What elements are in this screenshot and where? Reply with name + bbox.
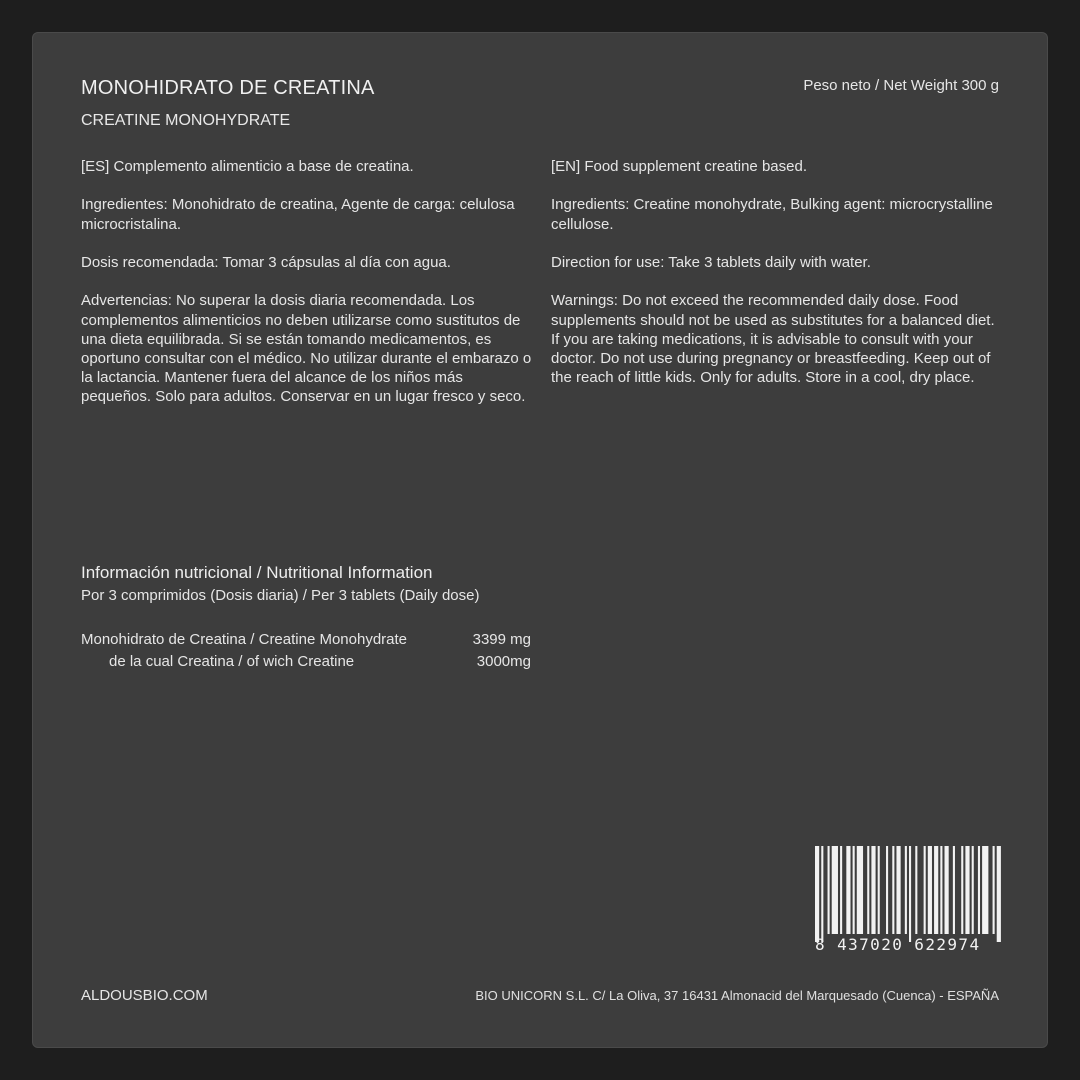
barcode-bar [965, 846, 969, 934]
en-ingredients: Ingredients: Creatine monohydrate, Bulking agent: microcrystalline cellulose. [551, 196, 993, 233]
spanish-column [81, 157, 533, 426]
barcode-bar [961, 846, 963, 934]
es-dose: Dosis recomendada: Tomar 3 cápsulas al día con agua. [81, 253, 451, 271]
nutrition-row-label: Monohidrato de Creatina / Creatine Monohydrate [81, 631, 408, 648]
barcode-bar [953, 846, 955, 934]
barcode-bar [928, 846, 932, 934]
barcode-bar [867, 846, 869, 934]
barcode-bar [934, 846, 938, 934]
website-link: ALDOUSBIO.COM [81, 987, 208, 1004]
barcode-bar [815, 846, 819, 942]
nutrition-serving: Por 3 comprimidos (Dosis diaria) / Per 3 tablets (Daily dose) [81, 587, 480, 604]
barcode-bar [846, 846, 850, 934]
nutrition-row-label: de la cual Creatina / of wich Creatine [109, 653, 355, 670]
product-label-panel [32, 32, 1048, 1048]
barcode-bar [857, 846, 863, 934]
english-column [551, 157, 1003, 407]
product-subtitle: CREATINE MONOHYDRATE [81, 112, 291, 129]
barcode-bar [828, 846, 830, 934]
en-intro: [EN] Food supplement creatine based. [551, 158, 807, 175]
barcode-bar [892, 846, 894, 934]
nutrition-table [81, 629, 531, 673]
company-address: BIO UNICORN S.L. C/ La Oliva, 37 16431 Almonacid del Marquesado (Cuenca) - ESPAÑA [475, 988, 999, 1003]
barcode-bar [945, 846, 949, 934]
barcode-bar [924, 846, 926, 934]
barcode-number: 8 437020 622974 [815, 935, 981, 954]
barcode-bar [905, 846, 907, 934]
barcode-bar [896, 846, 900, 934]
en-dose: Direction for use: Take 3 tablets daily with water. [551, 253, 871, 271]
barcode-bar [993, 846, 995, 934]
nutrition-row [81, 629, 531, 651]
barcode-bar [840, 846, 842, 934]
product-title: MONOHIDRATO DE CREATINA [81, 77, 375, 99]
es-intro: [ES] Complemento alimenticio a base de creatina. [81, 158, 414, 175]
nutrition-row [81, 651, 531, 673]
barcode-bar [915, 846, 917, 934]
barcode-bar [972, 846, 974, 934]
barcode-bar [886, 846, 888, 934]
barcode-bar [909, 846, 911, 942]
nutrition-row-value: 3399 mg [472, 631, 531, 648]
es-warnings: Advertencias: No superar la dosis diaria recomendada. Los complementos alimenticios no deben utilizarse como sustitutos de una dieta equilibrada. Si se están tomando medicamentos, es oportuno consultar con el médico. No utilizar durante el embarazo o la lactancia. Mantener fuera del alcance de los niños más pequeños. Solo para adultos. Conservar en un lugar fresco y seco. [81, 292, 532, 406]
es-ingredients: Ingredientes: Monohidrato de creatina, Agente de carga: celulosa microcristalina. [81, 196, 515, 233]
nutrition-row-value: 3000mg [476, 653, 531, 670]
barcode-bar [821, 846, 823, 942]
barcode-bar [940, 846, 942, 934]
barcode-bar [997, 846, 1001, 942]
barcode-bar [871, 846, 875, 934]
barcode-bar [978, 846, 980, 934]
barcode-bar [878, 846, 880, 934]
barcode-bar [832, 846, 838, 934]
net-weight: Peso neto / Net Weight 300 g [803, 77, 999, 94]
barcode-bar [982, 846, 988, 934]
barcode [815, 846, 1003, 942]
en-warnings: Warnings: Do not exceed the recommended daily dose. Food supplements should not be used as substitutes for a balanced diet. If you are taking medications, it is advisable to consult with your doctor. Do not use during pregnancy or breastfeeding. Keep out of the reach of little kids. Only for adults. Store in a cool, dry place. [551, 292, 995, 387]
nutrition-title: Información nutricional / Nutritional Information [81, 563, 433, 582]
barcode-bar [853, 846, 855, 934]
